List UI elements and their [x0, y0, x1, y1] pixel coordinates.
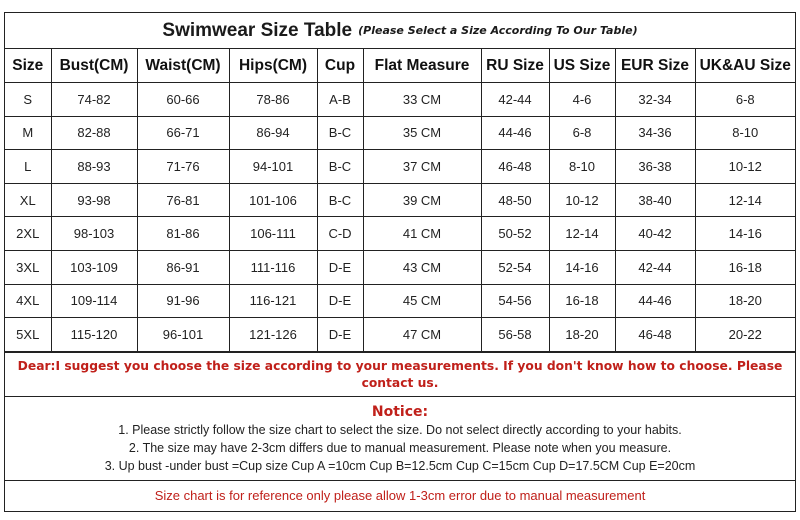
size-table: [5, 49, 795, 352]
cell-eur-size: 40-42: [615, 217, 695, 251]
cell-hips: 78-86: [229, 83, 317, 117]
cell-size: S: [5, 83, 51, 117]
table-row: [5, 217, 795, 251]
cell-waist: 66-71: [137, 116, 229, 150]
cell-cup: B-C: [317, 183, 363, 217]
cell-us-size: 8-10: [549, 150, 615, 184]
cell-bust: 88-93: [51, 150, 137, 184]
header-hips: Hips(CM): [229, 49, 317, 83]
cell-flat-measure: 45 CM: [363, 284, 481, 318]
cell-cup: A-B: [317, 83, 363, 117]
header-ukau-size: UK&AU Size: [695, 49, 795, 83]
header-cup: Cup: [317, 49, 363, 83]
table-row: [5, 83, 795, 117]
cell-bust: 74-82: [51, 83, 137, 117]
cell-ukau-size: 20-22: [695, 318, 795, 352]
header-flat-measure: Flat Measure: [363, 49, 481, 83]
cell-waist: 81-86: [137, 217, 229, 251]
cell-size: M: [5, 116, 51, 150]
cell-bust: 103-109: [51, 250, 137, 284]
header-ru-size: RU Size: [481, 49, 549, 83]
cell-size: 5XL: [5, 318, 51, 352]
cell-eur-size: 44-46: [615, 284, 695, 318]
header-size: Size: [5, 49, 51, 83]
cell-waist: 86-91: [137, 250, 229, 284]
cell-ru-size: 52-54: [481, 250, 549, 284]
cell-ru-size: 48-50: [481, 183, 549, 217]
cell-flat-measure: 35 CM: [363, 116, 481, 150]
table-row: [5, 150, 795, 184]
cell-cup: D-E: [317, 318, 363, 352]
cell-ru-size: 44-46: [481, 116, 549, 150]
chart-title-subtitle: (Please Select a Size According To Our Table): [358, 24, 638, 37]
cell-cup: D-E: [317, 250, 363, 284]
table-row: [5, 116, 795, 150]
cell-hips: 101-106: [229, 183, 317, 217]
cell-eur-size: 34-36: [615, 116, 695, 150]
cell-waist: 96-101: [137, 318, 229, 352]
cell-eur-size: 36-38: [615, 150, 695, 184]
cell-flat-measure: 41 CM: [363, 217, 481, 251]
cell-ru-size: 54-56: [481, 284, 549, 318]
cell-ukau-size: 14-16: [695, 217, 795, 251]
cell-waist: 71-76: [137, 150, 229, 184]
cell-us-size: 6-8: [549, 116, 615, 150]
cell-size: L: [5, 150, 51, 184]
cell-us-size: 14-16: [549, 250, 615, 284]
table-row: [5, 318, 795, 352]
cell-cup: B-C: [317, 116, 363, 150]
cell-eur-size: 38-40: [615, 183, 695, 217]
cell-flat-measure: 33 CM: [363, 83, 481, 117]
cell-flat-measure: 39 CM: [363, 183, 481, 217]
reference-disclaimer: Size chart is for reference only please allow 1-3cm error due to manual measurement: [5, 480, 795, 511]
cell-flat-measure: 47 CM: [363, 318, 481, 352]
cell-ukau-size: 6-8: [695, 83, 795, 117]
cell-size: 2XL: [5, 217, 51, 251]
cell-flat-measure: 37 CM: [363, 150, 481, 184]
cell-hips: 86-94: [229, 116, 317, 150]
cell-ukau-size: 12-14: [695, 183, 795, 217]
notice-line: 3. Up bust -under bust =Cup size Cup A =10cm Cup B=12.5cm Cup C=15cm Cup D=17.5CM Cup E=20cm: [104, 458, 696, 473]
cell-eur-size: 46-48: [615, 318, 695, 352]
cell-size: 3XL: [5, 250, 51, 284]
cell-waist: 91-96: [137, 284, 229, 318]
cell-cup: C-D: [317, 217, 363, 251]
notice-line: 2. The size may have 2-3cm differs due to manual measurement. Please note when you measure.: [128, 440, 672, 455]
header-bust: Bust(CM): [51, 49, 137, 83]
size-chart: [4, 12, 796, 512]
header-us-size: US Size: [549, 49, 615, 83]
cell-ukau-size: 18-20: [695, 284, 795, 318]
cell-size: 4XL: [5, 284, 51, 318]
notice-title: Notice:: [371, 403, 429, 420]
cell-us-size: 4-6: [549, 83, 615, 117]
cell-ukau-size: 16-18: [695, 250, 795, 284]
cell-hips: 106-111: [229, 217, 317, 251]
cell-bust: 115-120: [51, 318, 137, 352]
cell-ukau-size: 10-12: [695, 150, 795, 184]
cell-bust: 93-98: [51, 183, 137, 217]
table-header-row: [5, 49, 795, 83]
cell-cup: D-E: [317, 284, 363, 318]
cell-us-size: 16-18: [549, 284, 615, 318]
notice-section: [5, 396, 795, 480]
chart-title: [5, 13, 795, 49]
advice-text: Dear:I suggest you choose the size according to your measurements. If you don't know how to choose. Please contact us.: [5, 352, 795, 396]
cell-size: XL: [5, 183, 51, 217]
cell-ukau-size: 8-10: [695, 116, 795, 150]
cell-eur-size: 42-44: [615, 250, 695, 284]
cell-us-size: 10-12: [549, 183, 615, 217]
cell-waist: 76-81: [137, 183, 229, 217]
cell-hips: 116-121: [229, 284, 317, 318]
cell-ru-size: 50-52: [481, 217, 549, 251]
cell-bust: 98-103: [51, 217, 137, 251]
cell-ru-size: 46-48: [481, 150, 549, 184]
cell-hips: 111-116: [229, 250, 317, 284]
notice-line: 1. Please strictly follow the size chart to select the size. Do not select directly according to your habits.: [118, 422, 682, 437]
chart-title-main: Swimwear Size Table: [162, 19, 353, 41]
cell-us-size: 12-14: [549, 217, 615, 251]
cell-bust: 82-88: [51, 116, 137, 150]
cell-waist: 60-66: [137, 83, 229, 117]
table-row: [5, 183, 795, 217]
header-waist: Waist(CM): [137, 49, 229, 83]
cell-cup: B-C: [317, 150, 363, 184]
cell-hips: 94-101: [229, 150, 317, 184]
table-row: [5, 250, 795, 284]
header-eur-size: EUR Size: [615, 49, 695, 83]
cell-us-size: 18-20: [549, 318, 615, 352]
table-row: [5, 284, 795, 318]
cell-eur-size: 32-34: [615, 83, 695, 117]
cell-hips: 121-126: [229, 318, 317, 352]
cell-bust: 109-114: [51, 284, 137, 318]
cell-flat-measure: 43 CM: [363, 250, 481, 284]
cell-ru-size: 56-58: [481, 318, 549, 352]
cell-ru-size: 42-44: [481, 83, 549, 117]
